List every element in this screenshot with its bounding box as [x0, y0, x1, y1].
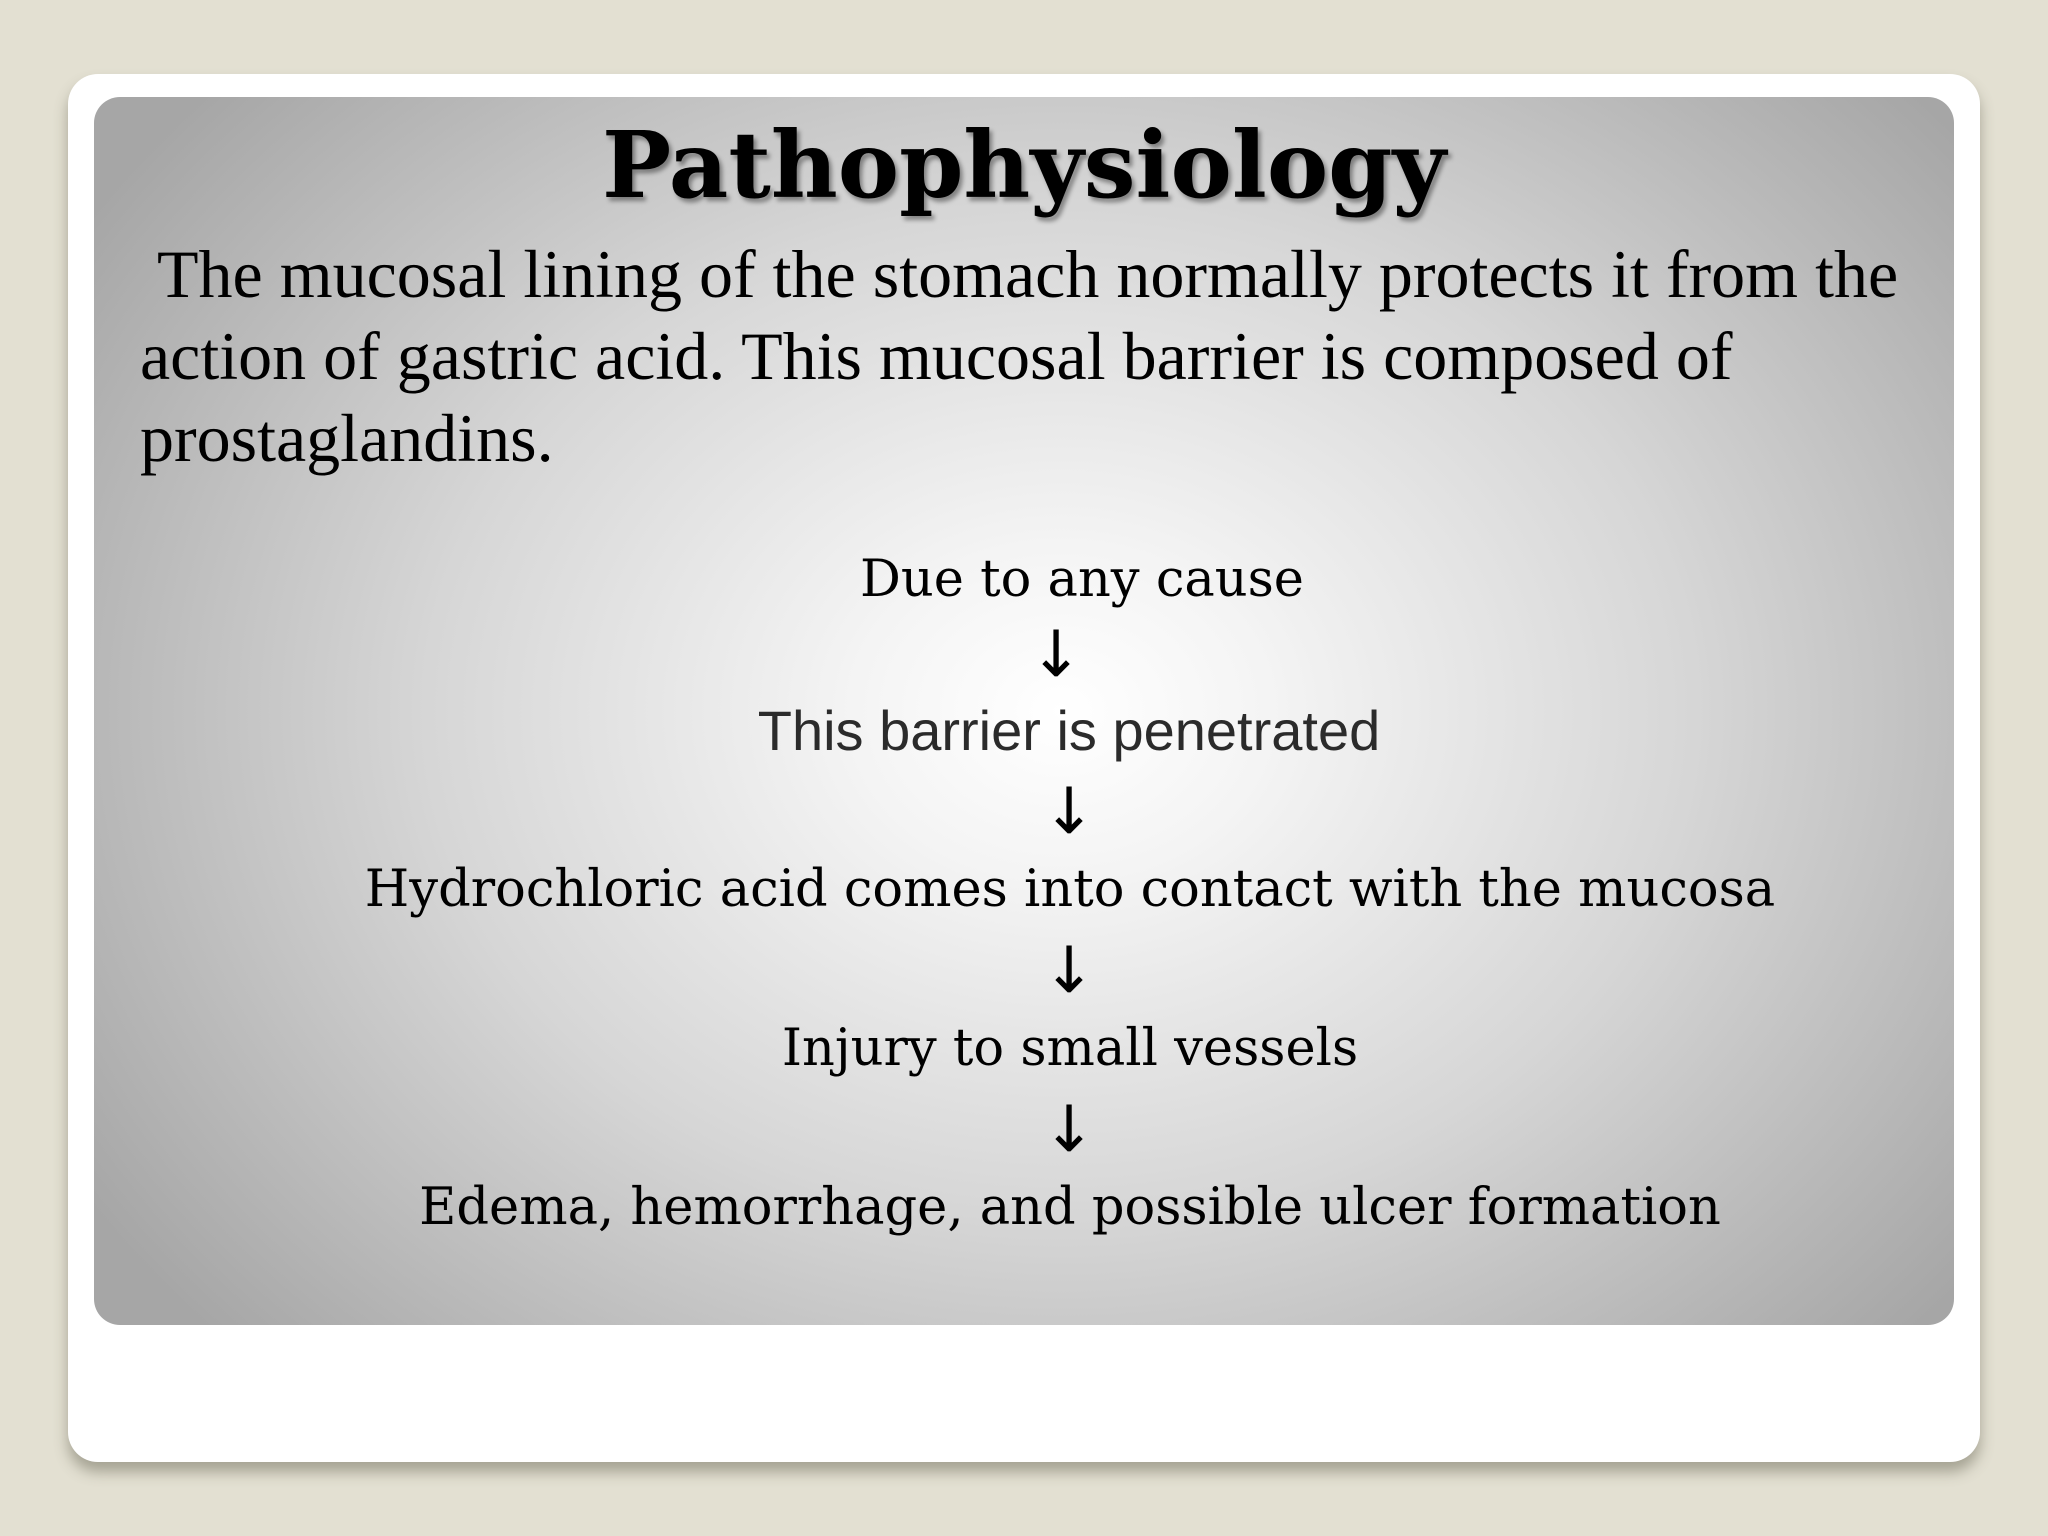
flow-step-5: Edema, hemorrhage, and possible ulcer formation	[419, 1178, 1721, 1237]
slide-title: Pathophysiology	[602, 111, 1446, 219]
flow-step-1: Due to any cause	[860, 550, 1304, 609]
flow-arrow-1: ↓	[1029, 618, 1083, 692]
flow-arrow-4: ↓	[1042, 1093, 1096, 1167]
flow-step-4: Injury to small vessels	[781, 1019, 1359, 1078]
flow-step-2: This barrier is penetrated	[757, 699, 1381, 762]
flow-arrow-3: ↓	[1042, 934, 1096, 1008]
intro-paragraph: The mucosal lining of the stomach normally protects it from the action of gastric acid. This mucosal barrier is composed of prostaglandins.	[140, 236, 1899, 476]
flow-step-3: Hydrochloric acid comes into contact with the mucosa	[364, 860, 1776, 919]
flow-arrow-2: ↓	[1042, 775, 1096, 849]
